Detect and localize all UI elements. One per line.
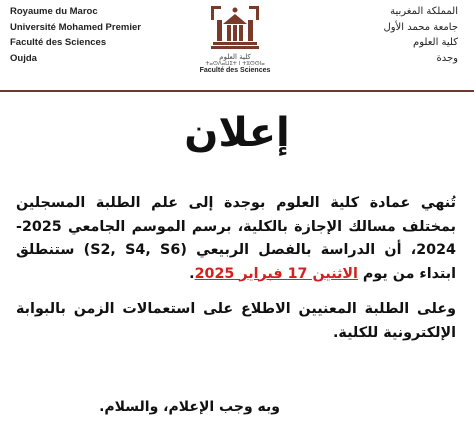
paragraph-1-text: تُنهي عمادة كلية العلوم بوجدة إلى علم الطلبة المسجلين بمختلف مسالك الإجازة بالكلية، برسم الموسم الجامعي 2025-2024، أن الدراسة بالفصل الربيعي (S2, S4, S6) ستنطلق ابتداء من يوم xyxy=(16,195,456,282)
header-ar-line-3: كلية العلوم xyxy=(413,37,458,48)
announcement-paragraph-2: وعلى الطلبة المعنيين الاطلاع على استعمالات الزمن بالبوابة الإلكترونية للكلية. xyxy=(16,301,456,341)
announcement-title: إعلان xyxy=(184,110,290,156)
logo-arabic-caption: كلية العلوم xyxy=(219,53,251,61)
logo-french-caption: Faculté des Sciences xyxy=(199,67,271,74)
header-fr-line-4: Oujda xyxy=(10,52,37,64)
announcement-paragraph-1 xyxy=(16,192,456,286)
header-fr-line-1: Royaume du Maroc xyxy=(10,6,98,17)
header-ar-line-4: وجدة xyxy=(436,52,458,64)
header-french-block xyxy=(10,4,170,66)
faculty-building-icon xyxy=(207,2,263,52)
header-arabic-block xyxy=(328,4,458,66)
faculty-logo xyxy=(193,2,277,82)
header-ar-line-2: جامعة محمد الأول xyxy=(383,21,458,33)
header-ar-line-1: المملكة المغربية xyxy=(390,6,458,17)
header-fr-line-2: Université Mohamed Premier xyxy=(10,21,141,33)
start-date-highlight: الاثنين 17 فبراير 2025 xyxy=(194,265,358,282)
announcement-closing: وبه وجب الإعلام، والسلام. xyxy=(99,399,280,415)
logo-tifinagh-caption: ⵜⴰⵙⴷⴰⵡⵉⵜ ⵏ ⵜⵓⵙⵙⵏⴰ xyxy=(205,61,265,67)
header-divider xyxy=(0,90,474,92)
announcement-body xyxy=(16,192,456,345)
header-fr-line-3: Faculté des Sciences xyxy=(10,37,107,48)
paragraph-1-end: . xyxy=(189,265,195,282)
